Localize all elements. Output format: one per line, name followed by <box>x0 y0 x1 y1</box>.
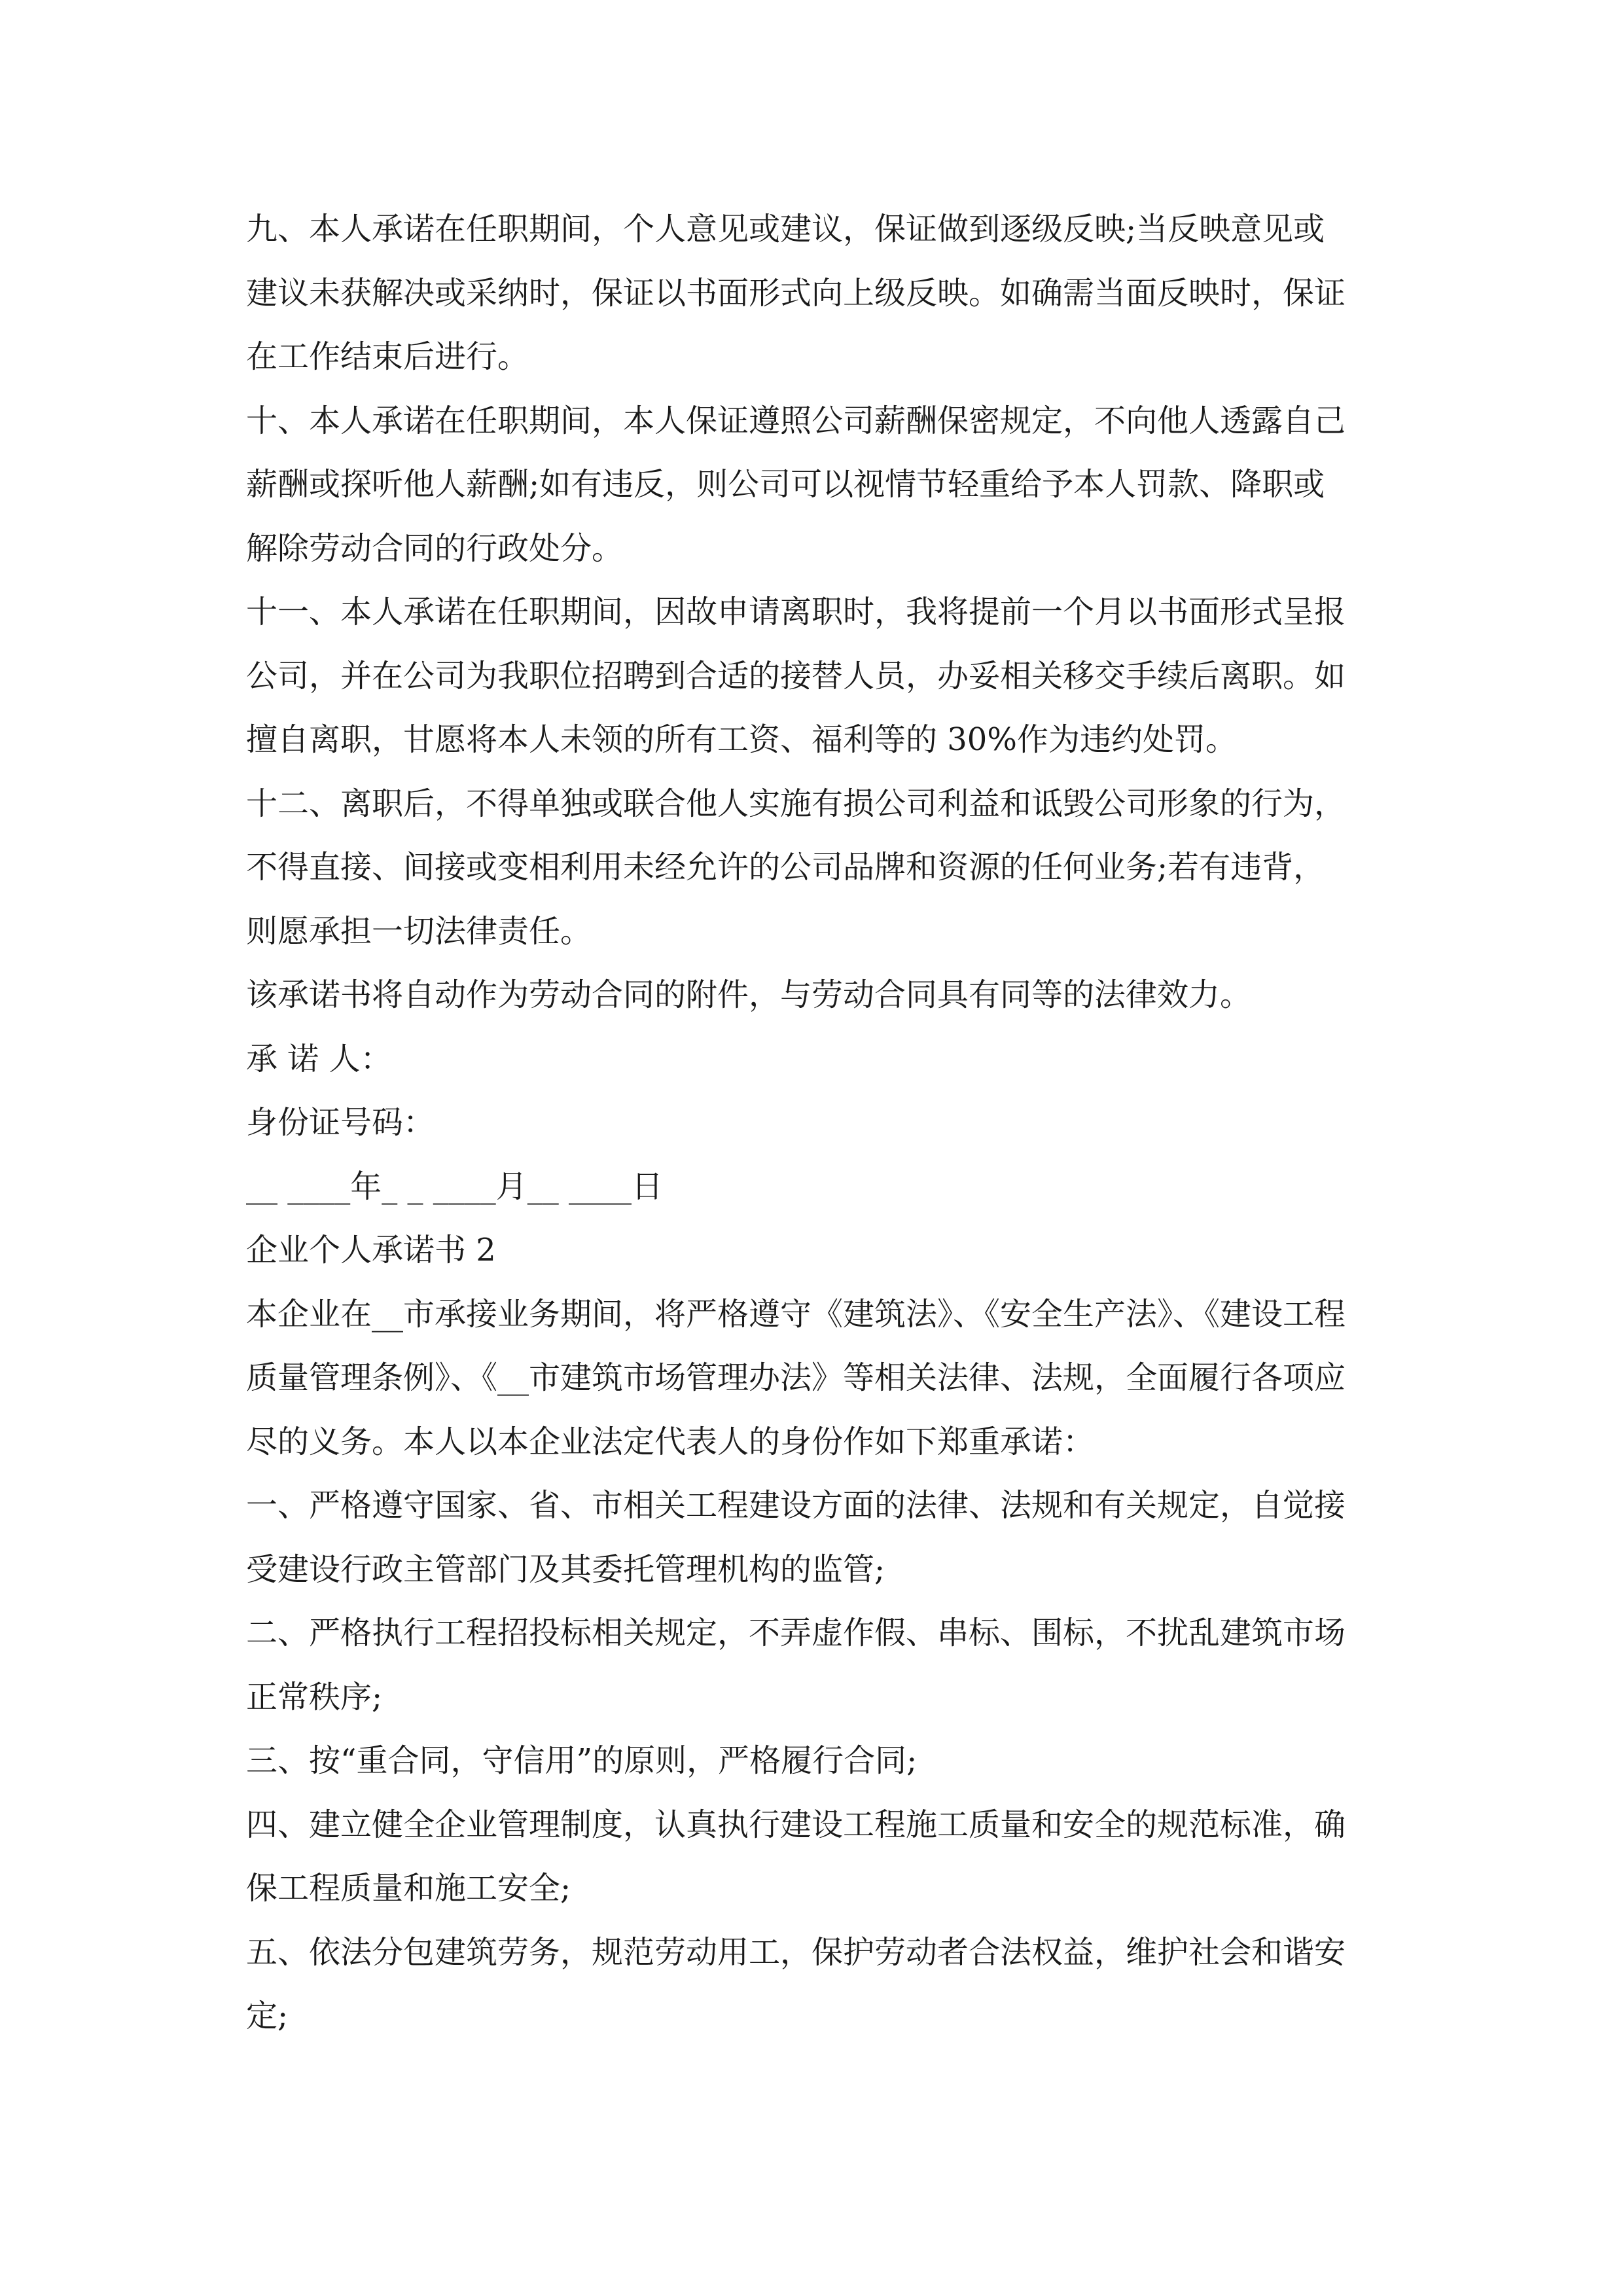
text-line: 十一、本人承诺在任职期间，因故申请离职时，我将提前一个月以书面形式呈报 <box>246 594 1346 630</box>
text-line: 十二、离职后，不得单独或联合他人实施有损公司利益和诋毁公司形象的行为， <box>246 785 1346 822</box>
text-line: 本企业在__市承接业务期间，将严格遵守《建筑法》、《安全生产法》、《建设工程 <box>246 1295 1346 1333</box>
text-line: 九、本人承诺在任职期间，个人意见或建议，保证做到逐级反映;当反映意见或 <box>246 211 1325 247</box>
text-line: 定; <box>246 1998 289 2034</box>
text-line: 解除劳动合同的行政处分。 <box>246 529 624 567</box>
text-line: 三、按“重合同，守信用”的原则，严格履行合同; <box>246 1742 918 1779</box>
text-line: 保工程质量和施工安全; <box>246 1870 571 1907</box>
text-line: 一、严格遵守国家、省、市相关工程建设方面的法律、法规和有关规定，自觉接 <box>246 1487 1346 1524</box>
text-line: 正常秩序; <box>246 1678 383 1715</box>
text-line: 薪酬或探听他人薪酬;如有违反，则公司可以视情节轻重给予本人罚款、降职或 <box>246 466 1325 503</box>
text-line: 尽的义务。本人以本企业法定代表人的身份作如下郑重承诺： <box>246 1423 1095 1460</box>
date-line: __ ____年_ _ ____月__ ____日 <box>246 1168 664 1205</box>
section-title: 企业个人承诺书 2 <box>246 1232 496 1268</box>
text-line: 则愿承担一切法律责任。 <box>246 912 592 950</box>
text-line: 建议未获解决或采纳时，保证以书面形式向上级反映。如确需当面反映时，保证 <box>246 274 1346 312</box>
text-line: 在工作结束后进行。 <box>246 338 529 375</box>
text-line: 擅自离职，甘愿将本人未领的所有工资、福利等的 30%作为违约处罚。 <box>246 721 1237 758</box>
text-line: 五、依法分包建筑劳务，规范劳动用工，保护劳动者合法权益，维护社会和谐安 <box>246 1933 1346 1971</box>
text-line: 该承诺书将自动作为劳动合同的附件，与劳动合同具有同等的法律效力。 <box>246 977 1252 1013</box>
id-number-label: 身份证号码： <box>246 1104 435 1141</box>
text-line: 受建设行政主管部门及其委托管理机构的监管; <box>246 1551 885 1588</box>
text-line: 质量管理条例》、《__市建筑市场管理办法》等相关法律、法规，全面履行各项应 <box>246 1359 1346 1396</box>
text-line: 十、本人承诺在任职期间，本人保证遵照公司薪酬保密规定，不向他人透露自己 <box>246 402 1346 439</box>
text-line: 二、严格执行工程招投标相关规定，不弄虚作假、串标、围标，不扰乱建筑市场 <box>246 1615 1346 1651</box>
text-line: 不得直接、间接或变相利用未经允许的公司品牌和资源的任何业务;若有违背， <box>246 849 1325 886</box>
signatory-label: 承 诺 人： <box>246 1040 392 1077</box>
document-body <box>246 198 1388 2049</box>
text-line: 四、建立健全企业管理制度，认真执行建设工程施工质量和安全的规范标准，确 <box>246 1806 1346 1843</box>
text-line: 公司，并在公司为我职位招聘到合适的接替人员，办妥相关移交手续后离职。如 <box>246 657 1346 694</box>
